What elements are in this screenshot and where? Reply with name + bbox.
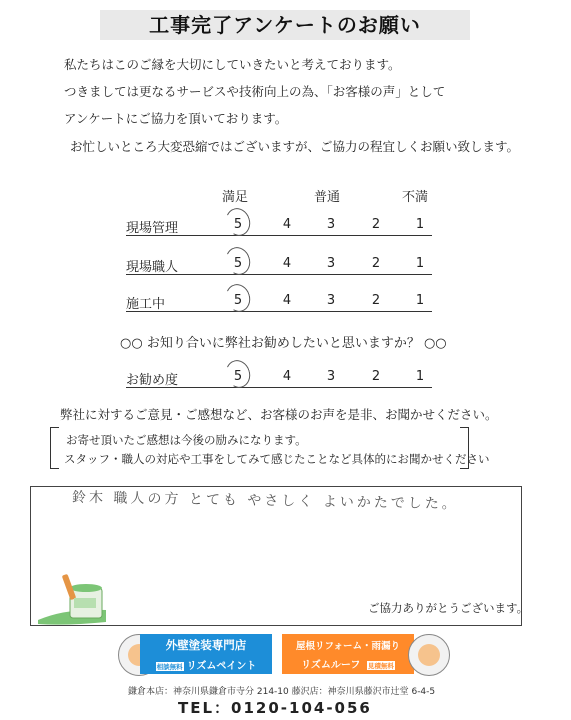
intro-line-1: 私たちはこのご縁を大切にしていきたいと考えております。 (64, 57, 401, 72)
rating-label-recommend: お勧め度 (126, 373, 179, 388)
paint-shop-banner[interactable] (140, 634, 272, 674)
score-5[interactable]: 5 (233, 217, 243, 232)
score-2[interactable]: 2 (371, 256, 381, 271)
rating-label-site-craftsman: 現場職人 (126, 260, 179, 275)
score-3[interactable]: 3 (326, 369, 336, 384)
intro-line-2: つきましては更なるサービスや技術向上の為、「お客様の声」として (64, 84, 446, 99)
rating-underline (126, 387, 432, 388)
roof-shop-banner[interactable] (282, 634, 414, 674)
intro-line-3: アンケートにご協力を頂いております。 (64, 111, 288, 126)
score-5[interactable]: 5 (233, 369, 243, 384)
score-4[interactable]: 4 (282, 369, 292, 384)
score-5[interactable]: 5 (233, 293, 243, 308)
free-consultation-badge: 相談無料 (156, 662, 183, 671)
rating-underline (126, 311, 432, 312)
score-1[interactable]: 1 (415, 369, 425, 384)
score-4[interactable]: 4 (282, 217, 292, 232)
score-2[interactable]: 2 (371, 217, 381, 232)
rating-label-site-management: 現場管理 (126, 221, 179, 236)
score-3[interactable]: 3 (326, 256, 336, 271)
recommend-question: ○○ お知り合いに弊社お勧めしたいと思いますか？ ○○ (120, 336, 447, 351)
store-addresses: 鎌倉本店：神奈川県鎌倉市寺分 214-10 藤沢店：神奈川県藤沢市辻堂 6-4-5 (128, 687, 436, 697)
scale-header-dissatisfied: 不満 (402, 190, 429, 205)
comment-note-2: スタッフ・職人の対応や工事をしてみて感じたことなど具体的にお聞かせください (64, 452, 490, 466)
score-3[interactable]: 3 (326, 217, 336, 232)
mascot-logo-right (408, 634, 450, 676)
score-4[interactable]: 4 (282, 293, 292, 308)
paint-brand-name: リズムペイント (186, 661, 257, 672)
intro-line-4: お忙しいところ大変恐縮ではございますが、ご協力の程宜しくお願い致します。 (70, 139, 520, 154)
page-title: 工事完了アンケートのお願い (100, 10, 470, 40)
paint-can-top (70, 584, 102, 592)
score-1[interactable]: 1 (415, 217, 425, 232)
thanks-message: ご協力ありがとうございます。 (368, 601, 529, 615)
handwritten-comment: 鈴木 職人の方 とても やさしく よいかたでした。 (71, 489, 459, 513)
roof-shop-title: 屋根リフォーム・雨漏り (295, 641, 401, 652)
note-bracket-left (50, 427, 59, 469)
scale-header-neutral: 普通 (314, 190, 341, 205)
paint-shop-title: 外壁塗装専門店 (165, 638, 247, 652)
roof-brand-name: リズムルーフ (301, 660, 361, 671)
company-banner (118, 630, 448, 678)
rating-underline (126, 274, 432, 275)
score-5[interactable]: 5 (233, 256, 243, 271)
score-1[interactable]: 1 (415, 256, 425, 271)
comment-request: 弊社に対するご意見・ご感想など、お客様のお声を是非、お聞かせください。 (60, 407, 498, 422)
rating-underline (126, 235, 432, 236)
paint-can-illustration (36, 570, 116, 626)
comment-note-1: お寄せ頂いたご感想は今後の励みになります。 (66, 433, 307, 447)
score-2[interactable]: 2 (371, 369, 381, 384)
rating-label-during-construction: 施工中 (126, 297, 166, 312)
score-3[interactable]: 3 (326, 293, 336, 308)
score-4[interactable]: 4 (282, 256, 292, 271)
score-1[interactable]: 1 (415, 293, 425, 308)
free-estimate-badge: 見積無料 (367, 661, 394, 670)
phone-number[interactable]: TEL：0120-104-056 (178, 699, 372, 717)
score-2[interactable]: 2 (371, 293, 381, 308)
scale-header-satisfied: 満足 (222, 190, 249, 205)
paint-can-label (74, 598, 96, 608)
